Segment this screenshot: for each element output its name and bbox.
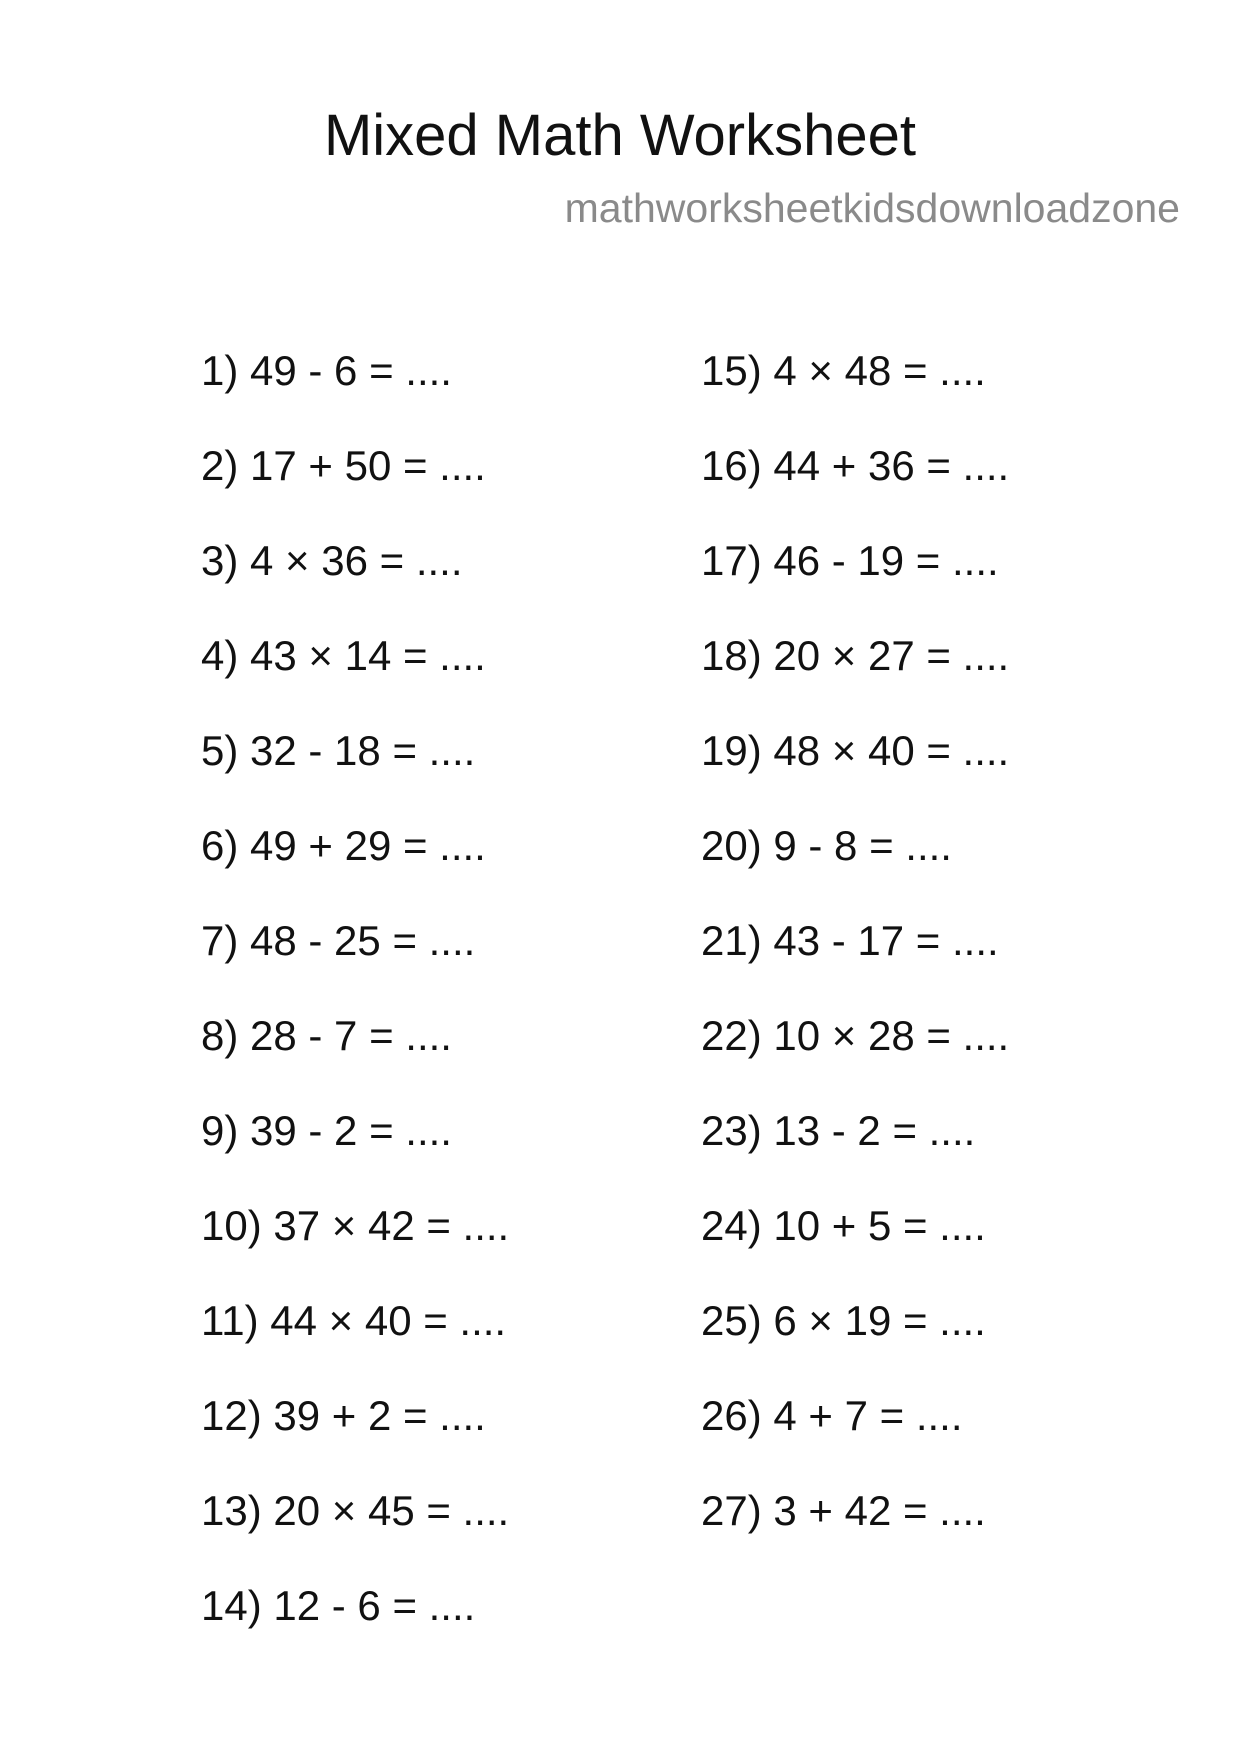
problem-18: 18) 20 × 27 = .... <box>701 632 1010 679</box>
problem-6: 6) 49 + 29 = .... <box>201 822 486 869</box>
problem-1: 1) 49 - 6 = .... <box>201 347 452 394</box>
problem-22: 22) 10 × 28 = .... <box>701 1012 1010 1059</box>
problem-10: 10) 37 × 42 = .... <box>201 1202 510 1249</box>
problem-26: 26) 4 + 7 = .... <box>701 1392 963 1439</box>
problem-17: 17) 46 - 19 = .... <box>701 537 999 584</box>
problem-column-right <box>701 346 1009 1581</box>
problem-3: 3) 4 × 36 = .... <box>201 537 463 584</box>
problem-9: 9) 39 - 2 = .... <box>201 1107 452 1154</box>
problem-20: 20) 9 - 8 = .... <box>701 822 952 869</box>
problem-23: 23) 13 - 2 = .... <box>701 1107 976 1154</box>
problem-13: 13) 20 × 45 = .... <box>201 1487 510 1534</box>
problem-8: 8) 28 - 7 = .... <box>201 1012 452 1059</box>
problem-5: 5) 32 - 18 = .... <box>201 727 476 774</box>
problem-2: 2) 17 + 50 = .... <box>201 442 486 489</box>
problem-12: 12) 39 + 2 = .... <box>201 1392 486 1439</box>
problem-21: 21) 43 - 17 = .... <box>701 917 999 964</box>
problem-27: 27) 3 + 42 = .... <box>701 1487 986 1534</box>
problem-11: 11) 44 × 40 = .... <box>201 1297 507 1344</box>
problem-column-left <box>201 346 509 1676</box>
worksheet-title: Mixed Math Worksheet <box>323 103 917 168</box>
problem-4: 4) 43 × 14 = .... <box>201 632 486 679</box>
problem-15: 15) 4 × 48 = .... <box>701 347 986 394</box>
problem-19: 19) 48 × 40 = .... <box>701 727 1010 774</box>
problem-16: 16) 44 + 36 = .... <box>701 442 1010 489</box>
problem-7: 7) 48 - 25 = .... <box>201 917 476 964</box>
problem-25: 25) 6 × 19 = .... <box>701 1297 986 1344</box>
problem-24: 24) 10 + 5 = .... <box>701 1202 986 1249</box>
worksheet-source: mathworksheetkidsdownloadzone <box>564 185 1180 231</box>
problem-14: 14) 12 - 6 = .... <box>201 1582 476 1629</box>
